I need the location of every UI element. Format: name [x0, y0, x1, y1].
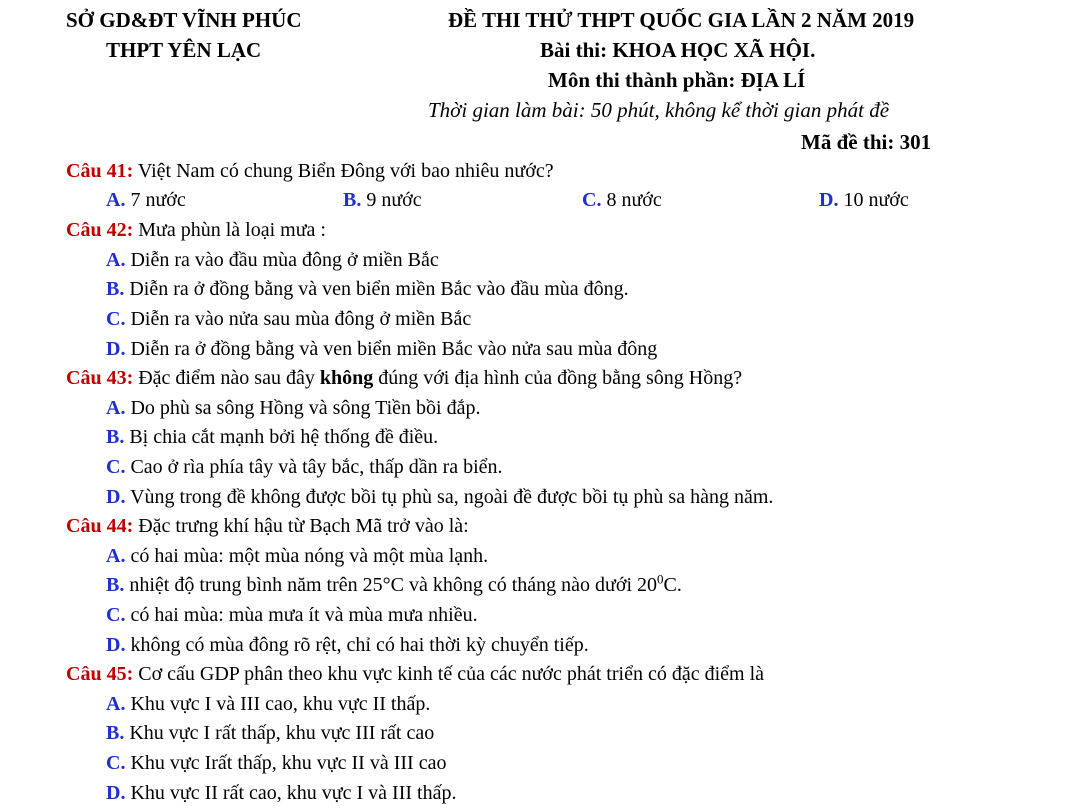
- option-label: B.: [106, 574, 125, 596]
- q42-option-d: [106, 338, 657, 361]
- q45-option-a: [106, 693, 430, 716]
- option-label: B.: [106, 426, 125, 448]
- option-text: có hai mùa: mùa mưa ít và mùa mưa nhiều.: [130, 604, 478, 626]
- q44-option-d: [106, 634, 589, 657]
- question-label: Câu 41:: [66, 160, 134, 182]
- question-label: Câu 43:: [66, 367, 134, 389]
- q43-option-a: [106, 397, 480, 420]
- option-label: D.: [106, 338, 126, 360]
- option-text: Diễn ra vào đầu mùa đông ở miền Bắc: [130, 249, 439, 271]
- option-text: Khu vực II rất cao, khu vực I và III thấp.: [130, 782, 457, 804]
- question-text: Mưa phùn là loại mưa :: [138, 219, 326, 241]
- q41-option-c: [582, 189, 662, 212]
- option-label: D.: [106, 634, 126, 656]
- option-label: D.: [106, 486, 126, 508]
- question-43: [66, 367, 742, 390]
- option-text: Diễn ra ở đồng bằng và ven biển miền Bắc vào nửa sau mùa đông: [130, 338, 658, 360]
- q43-option-c: [106, 456, 503, 479]
- q45-option-c: [106, 752, 446, 775]
- question-45: [66, 663, 764, 686]
- option-text: Vùng trong đề không được bồi tụ phù sa, ngoài đề được bồi tụ phù sa hàng năm.: [130, 486, 774, 508]
- question-41: [66, 160, 554, 183]
- question-label: Câu 44:: [66, 515, 134, 537]
- option-label: B.: [106, 278, 125, 300]
- option-text-before: nhiệt độ trung bình năm trên 25°C và không có tháng nào dưới 20: [129, 574, 658, 596]
- option-text: Khu vực Irất thấp, khu vực II và III cao: [130, 752, 447, 774]
- question-text-emphasis: không: [319, 367, 374, 389]
- option-label: C.: [106, 456, 126, 478]
- question-text: Việt Nam có chung Biển Đông với bao nhiêu nước?: [137, 160, 554, 182]
- q44-option-b: [106, 571, 682, 597]
- question-text-after: đúng với địa hình của đồng bằng sông Hồng?: [378, 367, 743, 389]
- exam-paper: Bài thi: KHOA HỌC XÃ HỘI.: [540, 38, 816, 62]
- option-label: A.: [106, 545, 126, 567]
- exam-code: Mã đề thi: 301: [801, 130, 932, 154]
- q45-option-d: [106, 782, 456, 805]
- option-label: C.: [106, 604, 126, 626]
- question-label: Câu 45:: [66, 663, 134, 685]
- option-label: C.: [582, 189, 602, 211]
- q44-option-c: [106, 604, 478, 627]
- option-text: 7 nước: [130, 189, 186, 211]
- question-text: Đặc trưng khí hậu từ Bạch Mã trở vào là:: [138, 515, 469, 537]
- q43-option-d: [106, 486, 773, 509]
- question-text: Cơ cấu GDP phân theo khu vực kinh tế của các nước phát triển có đặc điểm là: [138, 663, 765, 685]
- option-text: Diễn ra ở đồng bằng và ven biển miền Bắc vào đầu mùa đông.: [129, 278, 629, 300]
- option-label: B.: [343, 189, 362, 211]
- option-text: không có mùa đông rõ rệt, chỉ có hai thời kỳ chuyển tiếp.: [130, 634, 589, 656]
- subject-line: Môn thi thành phần: ĐỊA LÍ: [548, 68, 806, 92]
- q42-option-c: [106, 308, 471, 331]
- q41-option-b: [343, 189, 422, 212]
- option-label: B.: [106, 722, 125, 744]
- question-44: [66, 515, 469, 538]
- exam-title: ĐỀ THI THỬ THPT QUỐC GIA LẦN 2 NĂM 2019: [448, 8, 915, 32]
- question-42: [66, 219, 326, 242]
- q43-option-b: [106, 426, 438, 449]
- option-label: A.: [106, 397, 126, 419]
- question-label: Câu 42:: [66, 219, 134, 241]
- option-text: Cao ở rìa phía tây và tây bắc, thấp dần ra biển.: [130, 456, 503, 478]
- option-text: Bị chia cắt mạnh bởi hệ thống đề điều.: [129, 426, 439, 448]
- department-name: SỞ GD&ĐT VĨNH PHÚC: [66, 8, 302, 32]
- q41-option-a: [106, 189, 186, 212]
- option-text: có hai mùa: một mùa nóng và một mùa lạnh.: [130, 545, 489, 567]
- option-text: 10 nước: [843, 189, 909, 211]
- q42-option-b: [106, 278, 629, 301]
- option-text: Khu vực I rất thấp, khu vực III rất cao: [129, 722, 435, 744]
- time-line: Thời gian làm bài: 50 phút, không kể thời gian phát đề: [428, 98, 890, 122]
- option-text: Do phù sa sông Hồng và sông Tiền bồi đắp.: [130, 397, 481, 419]
- option-text: Khu vực I và III cao, khu vực II thấp.: [130, 693, 431, 715]
- q44-option-a: [106, 545, 488, 568]
- q41-option-d: [819, 189, 909, 212]
- option-label: C.: [106, 308, 126, 330]
- option-label: A.: [106, 189, 126, 211]
- q42-option-a: [106, 249, 439, 272]
- option-text: Diễn ra vào nửa sau mùa đông ở miền Bắc: [130, 308, 472, 330]
- option-label: A.: [106, 693, 126, 715]
- option-label: A.: [106, 249, 126, 271]
- option-label: C.: [106, 752, 126, 774]
- option-text-after: C.: [663, 574, 682, 596]
- superscript-zero: 0: [657, 571, 664, 587]
- q45-option-b: [106, 722, 434, 745]
- option-text: 9 nước: [366, 189, 422, 211]
- school-name: THPT YÊN LẠC: [106, 38, 262, 62]
- question-text-before: Đặc điểm nào sau đây: [138, 367, 315, 389]
- option-text: 8 nước: [606, 189, 662, 211]
- option-label: D.: [106, 782, 126, 804]
- option-label: D.: [819, 189, 839, 211]
